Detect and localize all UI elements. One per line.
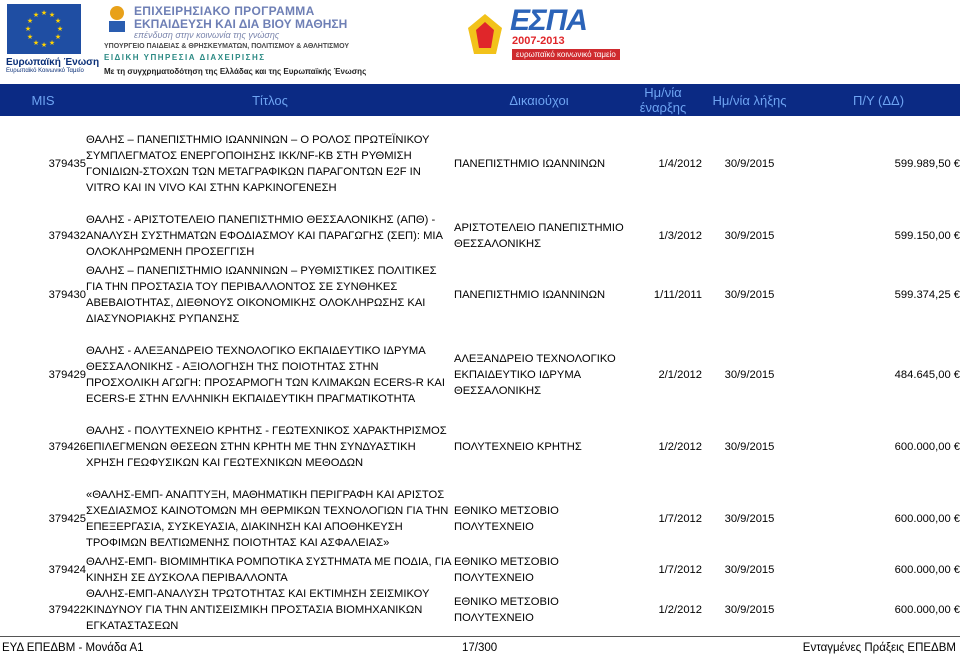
col-header-beneficiary: Δικαιούχοι (454, 84, 624, 116)
cell-beneficiary: ΕΘΝΙΚΟ ΜΕΤΣΟΒΙΟ ΠΟΛΥΤΕΧΝΕΙΟ (454, 596, 559, 624)
table-row (0, 423, 960, 471)
cell-title: ΘΑΛΗΣ - ΑΡΙΣΤΟΤΕΛΕΙΟ ΠΑΝΕΠΙΣΤΗΜΙΟ ΘΕΣΣΑΛΟΝΙΚΗΣ (ΑΠΘ) - ΑΝΑΛΥΣΗ ΣΥΣΤΗΜΑΤΩΝ ΕΦΟΔΙΑΣΜΟΥ ΚΑΙ ΠΑΡΑΓΩΓΗΣ (ΣΕΠ): ΜΙΑ ΟΛΟΚΛΗΡΩΜΕΝΗ ΠΡΟΣΕΓΓΙΣΗ (86, 214, 443, 258)
table-row (0, 554, 960, 586)
cell-start-date: 1/2/2012 (658, 441, 702, 453)
table-row (0, 212, 960, 260)
projects-table (0, 84, 960, 634)
page-footer (0, 636, 960, 659)
table-row (0, 487, 960, 551)
cell-title: ΘΑΛΗΣ - ΠΟΛΥΤΕΧΝΕΙΟ ΚΡΗΤΗΣ - ΓΕΩΤΕΧΝΙΚΟΣ ΧΑΡΑΚΤΗΡΙΣΜΟΣ ΕΠΙΛΕΓΜΕΝΩΝ ΘΕΣΕΩΝ ΣΤΗΝ ΚΡΗΤΗ ΜΕ ΤΗΝ ΣΥΝΔΥΑΣΤΙΚΗ ΧΡΗΣΗ ΓΕΩΦΥΣΙΚΩΝ ΚΑΙ ΓΕΩΤΕΧΝΙΚΩΝ ΜΕΘΟΔΩΝ (86, 425, 447, 469)
cell-title: ΘΑΛΗΣ-ΕΜΠ-ΑΝΑΛΥΣΗ ΤΡΩΤΟΤΗΤΑΣ ΚΑΙ ΕΚΤΙΜΗΣΗ ΣΕΙΣΜΙΚΟΥ ΚΙΝΔΥΝΟΥ ΓΙΑ ΤΗΝ ΑΝΤΙΣΕΙΣΜΙΚΗ ΠΡΟΣΤΑΣΙΑ ΒΙΟΜΗΧΑΝΙΚΩΝ ΕΓΚΑΤΑΣΤΑΣΕΩΝ (86, 588, 430, 632)
cell-end-date: 30/9/2015 (724, 230, 775, 242)
cofunding-note: Με τη συγχρηματοδότηση της Ελλάδας και της Ευρωπαϊκής Ένωσης (104, 67, 367, 76)
footer-unit: ΕΥΔ ΕΠΕΔΒΜ - Μονάδα Α1 (2, 642, 144, 654)
col-header-start: Ημ/νία έναρξης (624, 84, 702, 116)
page-header (0, 0, 960, 80)
col-header-title: Τίτλος (86, 84, 454, 116)
cell-mis: 379425 (48, 513, 86, 525)
service-name: ΕΙΔΙΚΗ ΥΠΗΡΕΣΙΑ ΔΙΑΧΕΙΡΙΣΗΣ (104, 53, 266, 62)
svg-text:★: ★ (54, 17, 62, 25)
table-row (0, 132, 960, 196)
svg-text:★: ★ (32, 11, 40, 19)
col-header-amount: Π/Υ (ΔΔ) (797, 84, 960, 116)
cell-mis: 379435 (48, 158, 86, 170)
ministry-name: ΥΠΟΥΡΓΕΙΟ ΠΑΙΔΕΙΑΣ & ΘΡΗΣΚΕΥΜΑΤΩΝ, ΠΟΛΙΤΙΣΜΟΥ & ΑΘΛΗΤΙΣΜΟΥ (104, 43, 349, 50)
cell-end-date: 30/9/2015 (724, 513, 775, 525)
svg-text:★: ★ (26, 33, 34, 41)
cell-beneficiary: ΕΘΝΙΚΟ ΜΕΤΣΟΒΙΟ ΠΟΛΥΤΕΧΝΕΙΟ (454, 556, 559, 584)
cell-mis: 379432 (48, 230, 86, 242)
cell-title: ΘΑΛΗΣ – ΠΑΝΕΠΙΣΤΗΜΙΟ ΙΩΑΝΝΙΝΩΝ – Ο ΡΟΛΟΣ ΠΡΩΤΕΪΝΙΚΟΥ ΣΥΜΠΛΕΓΜΑΤΟΣ ΕΝΕΡΓΟΠΟΙΗΣΗΣ ΙΚΚ/NF-KB ΣΤΗ ΡΥΘΜΙΣΗ ΓΟΝΙΔΙΩΝ-ΣΤΟΧΩΝ ΤΩΝ ΜΕΤΑΓΡΑΦΙΚΩΝ ΠΑΡΑΓΟΝΤΩΝ E2F IN VITRO ΚΑΙ IN VIVO ΚΑΙ ΣΤΗΝ ΚΑΡΚΙΝΟΓΕΝΕΣΗ (86, 134, 430, 194)
cell-beneficiary: ΕΘΝΙΚΟ ΜΕΤΣΟΒΙΟ ΠΟΛΥΤΕΧΝΕΙΟ (454, 505, 559, 533)
cell-mis: 379426 (48, 441, 86, 453)
op-slogan: επένδυση στην κοινωνία της γνώσης (134, 30, 280, 40)
svg-text:★: ★ (54, 33, 62, 41)
cell-end-date: 30/9/2015 (724, 289, 775, 301)
cell-amount: 600.000,00 € (894, 564, 960, 576)
footer-doc-title: Ενταγμένες Πράξεις ΕΠΕΔΒΜ (802, 642, 956, 654)
table-row (0, 263, 960, 327)
table-row (0, 586, 960, 634)
cell-start-date: 1/2/2012 (658, 604, 702, 616)
svg-text:★: ★ (40, 9, 48, 17)
cell-mis: 379422 (48, 604, 86, 616)
table-row (0, 343, 960, 407)
cell-beneficiary: ΑΛΕΞΑΝΔΡΕΙΟ ΤΕΧΝΟΛΟΓΙΚΟ ΕΚΠΑΙΔΕΥΤΙΚΟ ΙΔΡΥΜΑ ΘΕΣΣΑΛΟΝΙΚΗΣ (454, 353, 616, 397)
cell-end-date: 30/9/2015 (724, 604, 775, 616)
cell-beneficiary: ΠΑΝΕΠΙΣΤΗΜΙΟ ΙΩΑΝΝΙΝΩΝ (454, 289, 606, 301)
cell-start-date: 1/7/2012 (658, 513, 702, 525)
cell-amount: 484.645,00 € (894, 369, 960, 381)
svg-text:★: ★ (56, 25, 64, 33)
cell-end-date: 30/9/2015 (724, 441, 775, 453)
cell-beneficiary: ΑΡΙΣΤΟΤΕΛΕΙΟ ΠΑΝΕΠΙΣΤΗΜΙΟ ΘΕΣΣΑΛΟΝΙΚΗΣ (454, 222, 624, 250)
eu-fund-name: Ευρωπαϊκό Κοινωνικό Ταμείο (6, 68, 84, 74)
espa-sign-icon (464, 12, 506, 58)
col-header-mis: MIS (0, 84, 86, 116)
cell-amount: 600.000,00 € (894, 441, 960, 453)
eu-flag-logo (7, 4, 81, 54)
cell-mis: 379424 (48, 564, 86, 576)
cell-beneficiary: ΠΑΝΕΠΙΣΤΗΜΙΟ ΙΩΑΝΝΙΝΩΝ (454, 158, 606, 170)
cell-amount: 599.989,50 € (894, 158, 960, 170)
svg-text:★: ★ (40, 41, 48, 49)
cell-end-date: 30/9/2015 (724, 158, 775, 170)
espa-years: 2007-2013 (512, 35, 565, 47)
cell-title: «ΘΑΛΗΣ-ΕΜΠ- ΑΝΑΠΤΥΞΗ, ΜΑΘΗΜΑΤΙΚΗ ΠΕΡΙΓΡΑΦΗ ΚΑΙ ΑΡΙΣΤΟΣ ΣΧΕΔΙΑΣΜΟΣ ΚΑΙΝΟΤΟΜΩΝ ΜΗ ΘΕΡΜΙΚΩΝ ΤΕΧΝΟΛΟΓΙΩΝ ΓΙΑ ΤΗΝ ΕΠΕΞΕΡΓΑΣΙΑ, ΣΥΣΚΕΥΑΣΙΑ, ΔΙΑΚΙΝΗΣΗ ΚΑΙ ΑΠΟΘΗΚΕΥΣΗ ΤΡΟΦΙΜΩΝ ΒΕΛΤΙΩΜΕΝΗΣ ΠΟΙΟΤΗΤΑΣ ΚΑΙ ΑΣΦΑΛΕΙΑΣ» (86, 489, 449, 549)
table-header-row (0, 84, 960, 116)
cell-beneficiary: ΠΟΛΥΤΕΧΝΕΙΟ ΚΡΗΤΗΣ (454, 441, 582, 453)
page-number: 17/300 (462, 642, 498, 654)
cell-end-date: 30/9/2015 (724, 564, 775, 576)
cell-start-date: 2/1/2012 (658, 369, 702, 381)
op-title: ΕΠΙΧΕΙΡΗΣΙΑΚΟ ΠΡΟΓΡΑΜΜΑ (134, 4, 315, 18)
espa-title: ΕΣΠΑ (510, 4, 587, 37)
svg-text:★: ★ (48, 11, 56, 19)
cell-mis: 379430 (48, 289, 86, 301)
cell-amount: 600.000,00 € (894, 513, 960, 525)
eu-name: Ευρωπαϊκή Ένωση (6, 57, 100, 68)
espa-logo (460, 4, 616, 64)
op-title-line2: ΕΚΠΑΙΔΕΥΣΗ ΚΑΙ ΔΙΑ ΒΙΟΥ ΜΑΘΗΣΗ (134, 17, 348, 31)
cell-amount: 599.150,00 € (894, 230, 960, 242)
svg-text:★: ★ (24, 25, 32, 33)
cell-start-date: 1/3/2012 (658, 230, 702, 242)
cell-amount: 599.374,25 € (894, 289, 960, 301)
cell-title: ΘΑΛΗΣ – ΠΑΝΕΠΙΣΤΗΜΙΟ ΙΩΑΝΝΙΝΩΝ – ΡΥΘΜΙΣΤΙΚΕΣ ΠΟΛΙΤΙΚΕΣ ΓΙΑ ΤΗΝ ΠΡΟΣΤΑΣΙΑ ΤΟΥ ΠΕΡΙΒΑΛΛΟΝΤΟΣ ΣΕ ΣΥΝΘΗΚΕΣ ΑΒΕΒΑΙΟΤΗΤΑΣ, ΔΙΕΘΝΟΥΣ ΟΙΚΟΝΟΜΙΚΗΣ ΟΛΟΚΛΗΡΩΣΗΣ ΚΑΙ ΔΙΑΣΥΝΟΡΙΑΚΗΣ ΡΥΠΑΝΣΗΣ (86, 265, 437, 325)
svg-text:★: ★ (32, 39, 40, 47)
cell-start-date: 1/7/2012 (658, 564, 702, 576)
svg-text:★: ★ (48, 39, 56, 47)
op-emblem-icon (104, 4, 130, 34)
cell-title: ΘΑΛΗΣ-ΕΜΠ- ΒΙΟΜΙΜΗΤΙΚΑ ΡΟΜΠΟΤΙΚΑ ΣΥΣΤΗΜΑΤΑ ΜΕ ΠΟΔΙΑ, ΓΙΑ ΚΙΝΗΣΗ ΣΕ ΔΥΣΚΟΛΑ ΠΕΡΙΒΑΛΛΟΝΤΑ (86, 556, 451, 584)
espa-tagline: ευρωπαϊκό κοινωνικό ταμείο (512, 49, 620, 60)
svg-text:★: ★ (26, 17, 34, 25)
col-header-end: Ημ/νία λήξης (702, 84, 797, 116)
cell-amount: 600.000,00 € (894, 604, 960, 616)
cell-end-date: 30/9/2015 (724, 369, 775, 381)
cell-mis: 379429 (48, 369, 86, 381)
cell-title: ΘΑΛΗΣ - ΑΛΕΞΑΝΔΡΕΙΟ ΤΕΧΝΟΛΟΓΙΚΟ ΕΚΠΑΙΔΕΥΤΙΚΟ ΙΔΡΥΜΑ ΘΕΣΣΑΛΟΝΙΚΗΣ - ΑΞΙΟΛΟΓΗΣΗ ΤΗΣ ΠΟΙΟΤΗΤΑΣ ΣΤΗΝ ΠΡΟΣΧΟΛΙΚΗ ΑΓΩΓΗ: ΠΡΟΣΑΡΜΟΓΗ ΤΩΝ ΚΛΙΜΑΚΩΝ ECERS-R ΚΑΙ ECERS-E ΣΤΗΝ ΕΛΛΗΝΙΚΗ ΕΚΠΑΙΔΕΥΤΙΚΗ ΠΡΑΓΜΑΤΙΚΟΤΗΤΑ (86, 345, 445, 405)
cell-start-date: 1/11/2011 (653, 289, 702, 301)
cell-start-date: 1/4/2012 (658, 158, 702, 170)
